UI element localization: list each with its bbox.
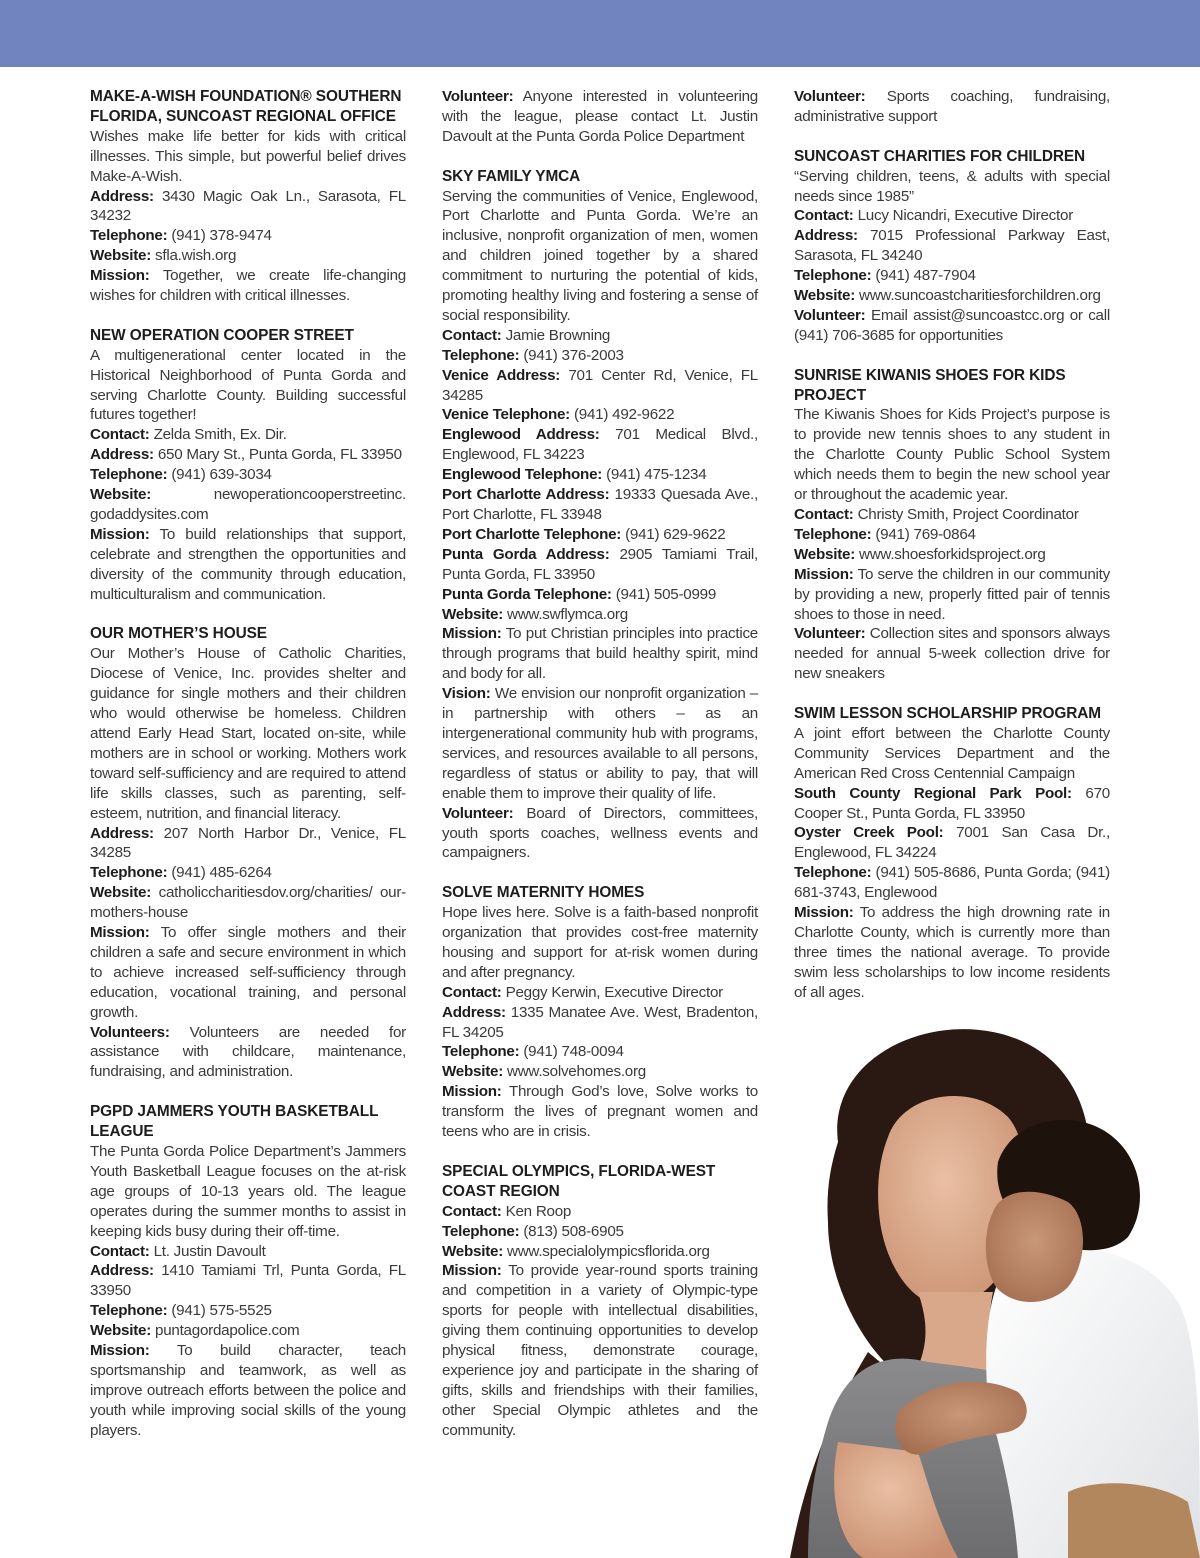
entry-field bbox=[90, 226, 406, 246]
entry-field bbox=[794, 784, 1110, 824]
field-label: Telephone: bbox=[90, 466, 168, 484]
field-value: To serve the children in our community by providing a new, properly fitted pair of tennis shoes to those in need. bbox=[794, 565, 1110, 623]
entry-field bbox=[794, 823, 1110, 863]
field-value: (941) 639-3034 bbox=[171, 466, 272, 484]
entry-field bbox=[794, 266, 1110, 286]
field-label: Volunteer: bbox=[442, 804, 514, 822]
field-value: 3430 Magic Oak Ln., Sarasota, FL 34232 bbox=[90, 187, 406, 225]
header-band bbox=[0, 0, 1200, 67]
entry-title: SWIM LESSON SCHOLARSHIP PROGRAM bbox=[794, 705, 1102, 723]
field-value: (941) 485-6264 bbox=[171, 864, 272, 882]
field-value: (941) 575-5525 bbox=[171, 1302, 272, 1320]
field-label: Mission: bbox=[90, 267, 150, 285]
field-label: Website: bbox=[90, 486, 152, 504]
field-label: Contact: bbox=[794, 207, 854, 225]
column-3 bbox=[794, 87, 1110, 1023]
entry-title: SUNRISE KIWANIS SHOES FOR KIDS PROJECT bbox=[794, 366, 1066, 404]
field-label: Address: bbox=[90, 1262, 154, 1280]
entry-field bbox=[90, 824, 406, 864]
field-label: Contact: bbox=[90, 426, 150, 444]
field-label: Website: bbox=[794, 545, 856, 563]
field-value: 207 North Harbor Dr., Venice, FL 34285 bbox=[90, 824, 406, 862]
field-label: Venice Telephone: bbox=[442, 406, 570, 424]
entry-field bbox=[442, 1003, 758, 1043]
entry-description: Wishes make life better for kids with critical illnesses. This simple, but powerful belief drives Make-A-Wish. bbox=[90, 127, 406, 185]
entry-field bbox=[442, 326, 758, 346]
entry-field bbox=[90, 425, 406, 445]
entry-field bbox=[794, 505, 1110, 525]
entry-title: OUR MOTHER’S HOUSE bbox=[90, 625, 267, 643]
entry-field bbox=[794, 226, 1110, 266]
field-value: To address the high drowning rate in Charlotte County, which is currently more than three times the national average. To provide swim less scholarships to low income residents of all ages. bbox=[794, 904, 1110, 1001]
field-label: Englewood Address: bbox=[442, 426, 600, 444]
field-value: (941) 748-0094 bbox=[523, 1043, 624, 1061]
entry-title: SPECIAL OLYMPICS, FLORIDA-WEST COAST REGION bbox=[442, 1162, 716, 1200]
entry-description: Our Mother’s House of Catholic Charities, Diocese of Venice, Inc. provides shelter and guidance for single mothers and their children who would otherwise be homeless. Children attend Early Head Start, located on-site, while mothers are in school or working. Mothers work toward self-sufficiency and are required to attend life skills classes, such as parenting, self-esteem, nutrition, and financial literacy. bbox=[90, 645, 406, 822]
entry-field bbox=[90, 1261, 406, 1301]
entry-field bbox=[90, 485, 406, 525]
field-value: Board of Directors, committees, youth sports coaches, wellness events and campaigners. bbox=[442, 804, 758, 862]
entry-field bbox=[442, 425, 758, 465]
field-value: Zelda Smith, Ex. Dir. bbox=[153, 426, 287, 444]
field-value: Collection sites and sponsors always needed for annual 5-week collection drive for new sneakers bbox=[794, 625, 1110, 683]
field-label: Mission: bbox=[794, 565, 854, 583]
entry-field bbox=[442, 624, 758, 684]
field-value: To put Christian principles into practice through programs that build healthy spirit, mind and body for all. bbox=[442, 625, 758, 683]
field-label: Contact: bbox=[442, 1202, 502, 1220]
field-value: Lucy Nicandri, Executive Director bbox=[857, 207, 1074, 225]
field-label: Contact: bbox=[442, 326, 502, 344]
field-label: Port Charlotte Telephone: bbox=[442, 525, 622, 543]
entry-field bbox=[90, 266, 406, 306]
entry-field bbox=[90, 863, 406, 883]
field-value: 7001 San Casa Dr., Englewood, FL 34224 bbox=[794, 824, 1110, 862]
entry-field bbox=[794, 565, 1110, 625]
directory-entry bbox=[442, 1162, 758, 1441]
entry-description: “Serving children, teens, & adults with special needs since 1985” bbox=[794, 167, 1110, 205]
field-value: (813) 508-6905 bbox=[523, 1222, 624, 1240]
field-label: Telephone: bbox=[90, 227, 168, 245]
field-value: 2905 Tamiami Trail, Punta Gorda, FL 33950 bbox=[442, 545, 758, 583]
field-value: 701 Medical Blvd., Englewood, FL 34223 bbox=[442, 426, 758, 464]
field-label: Telephone: bbox=[442, 346, 520, 364]
field-value: sfla.wish.org bbox=[155, 247, 237, 265]
field-value: Lt. Justin Davoult bbox=[153, 1242, 266, 1260]
field-label: Telephone: bbox=[90, 864, 168, 882]
field-value: 1410 Tamiami Trl, Punta Gorda, FL 33950 bbox=[90, 1262, 406, 1300]
entry-field bbox=[442, 1242, 758, 1262]
field-value: catholiccharitiesdov.org/charities/ our-mothers-house bbox=[90, 884, 406, 922]
entry-title: SOLVE MATERNITY HOMES bbox=[442, 884, 645, 902]
entry-description: Hope lives here. Solve is a faith-based nonprofit organization that provides cost-free maternity housing and support for at-risk women during and after pregnancy. bbox=[442, 904, 758, 981]
field-label: Oyster Creek Pool: bbox=[794, 824, 944, 842]
entry-field bbox=[794, 863, 1110, 903]
entry-field bbox=[794, 206, 1110, 226]
directory-entry bbox=[794, 366, 1110, 685]
entry-field bbox=[90, 445, 406, 465]
field-label: Website: bbox=[90, 1322, 152, 1340]
field-label: Website: bbox=[442, 605, 504, 623]
field-value: 7015 Professional Parkway East, Sarasota, FL 34240 bbox=[794, 227, 1110, 265]
field-value: To build character, teach sportsmanship and teamwork, as well as improve outreach efforts between the police and youth while improving social skills of the young players. bbox=[90, 1342, 406, 1439]
field-value: www.specialolympicsflorida.org bbox=[507, 1242, 710, 1260]
field-value: (941) 376-2003 bbox=[523, 346, 624, 364]
field-value: Jamie Browning bbox=[505, 326, 611, 344]
field-label: Telephone: bbox=[442, 1222, 520, 1240]
entry-field bbox=[442, 605, 758, 625]
field-label: Punta Gorda Address: bbox=[442, 545, 610, 563]
field-value: To build relationships that support, celebrate and strengthen the opportunities and diversity of the community through education, multiculturalism and communication. bbox=[90, 525, 406, 603]
field-label: Address: bbox=[794, 227, 858, 245]
entry-description: The Kiwanis Shoes for Kids Project’s purpose is to provide new tennis shoes to any student in the Charlotte County Public School System which needs them to begin the new school year or throughout the academic year. bbox=[794, 406, 1110, 504]
entry-field bbox=[442, 485, 758, 525]
field-label: Telephone: bbox=[442, 1043, 520, 1061]
directory-entry bbox=[90, 326, 406, 605]
field-value: (941) 378-9474 bbox=[171, 227, 272, 245]
field-label: Volunteer: bbox=[794, 625, 866, 643]
entry-field bbox=[90, 465, 406, 485]
field-value: 670 Cooper St., Punta Gorda, FL 33950 bbox=[794, 784, 1110, 822]
directory-entry bbox=[90, 1102, 406, 1440]
field-label: Port Charlotte Address: bbox=[442, 486, 610, 504]
field-value: Peggy Kerwin, Executive Director bbox=[505, 983, 723, 1001]
entry-field bbox=[442, 525, 758, 545]
entry-field bbox=[90, 187, 406, 227]
directory-entry bbox=[442, 87, 758, 147]
entry-field bbox=[442, 1261, 758, 1440]
field-value: (941) 769-0864 bbox=[875, 525, 976, 543]
directory-entry bbox=[442, 883, 758, 1142]
field-label: Punta Gorda Telephone: bbox=[442, 585, 612, 603]
field-value: Through God’s love, Solve works to transform the lives of pregnant women and teens who are in crisis. bbox=[442, 1083, 758, 1141]
entry-field bbox=[442, 1202, 758, 1222]
entry-field bbox=[442, 1082, 758, 1142]
entry-field bbox=[442, 346, 758, 366]
entry-title: MAKE-A-WISH FOUNDATION® SOUTHERN FLORIDA, SUNCOAST REGIONAL OFFICE bbox=[90, 88, 402, 125]
entry-field bbox=[442, 585, 758, 605]
field-label: Telephone: bbox=[794, 267, 872, 285]
mother-and-child-photo bbox=[768, 1022, 1200, 1558]
entry-field bbox=[442, 1042, 758, 1062]
field-label: Volunteer: bbox=[794, 88, 866, 105]
field-value: newoperationcooperstreetinc. godaddysites.com bbox=[90, 486, 406, 524]
field-value: Anyone interested in volunteering with the league, please contact Lt. Justin Davoult at the Punta Gorda Police Department bbox=[442, 88, 758, 145]
column-1 bbox=[90, 87, 406, 1460]
field-value: Ken Roop bbox=[505, 1202, 572, 1220]
entry-field bbox=[442, 684, 758, 803]
field-label: Mission: bbox=[90, 924, 150, 942]
field-label: Website: bbox=[794, 287, 856, 305]
field-value: Sports coaching, fundraising, administrative support bbox=[794, 88, 1110, 125]
field-value: (941) 505-8686, Punta Gorda; (941) 681-3743, Englewood bbox=[794, 864, 1110, 902]
field-label: Volunteer: bbox=[442, 88, 514, 105]
directory-entry bbox=[794, 704, 1110, 1003]
field-label: Telephone: bbox=[794, 525, 872, 543]
entry-field bbox=[442, 983, 758, 1003]
field-value: We envision our nonprofit organization – in partnership with others – as an intergenerational community hub with programs, services, and resources available to all persons, regardless of status or ability to pay, that will enable them to improve their quality of life. bbox=[442, 685, 758, 802]
field-label: Mission: bbox=[442, 625, 502, 643]
field-label: Mission: bbox=[90, 1342, 150, 1360]
field-value: To offer single mothers and their children a safe and secure environment in which to achieve increased self-sufficiency through education, vocational training, and personal growth. bbox=[90, 924, 406, 1021]
entry-field bbox=[794, 545, 1110, 565]
field-label: Website: bbox=[90, 884, 152, 902]
field-value: www.suncoastcharitiesforchildren.org bbox=[859, 287, 1101, 305]
field-label: Englewood Telephone: bbox=[442, 466, 603, 484]
field-value: (941) 505-0999 bbox=[615, 585, 717, 603]
entry-title: NEW OPERATION COOPER STREET bbox=[90, 326, 354, 344]
entry-field bbox=[90, 246, 406, 266]
entry-field bbox=[90, 1321, 406, 1341]
entry-field bbox=[794, 624, 1110, 684]
field-value: To provide year-round sports training and competition in a variety of Olympic-type sports for people with intellectual disabilities, giving them continuing opportunities to develop physical fitness, demonstrate courage, experience joy and participate in the sharing of gifts, skills and friendships with their families, other Special Olympic athletes and the community. bbox=[442, 1262, 758, 1439]
entry-field bbox=[90, 923, 406, 1023]
directory-entry bbox=[90, 624, 406, 1082]
field-label: Venice Address: bbox=[442, 366, 561, 384]
field-value: www.swflymca.org bbox=[507, 605, 628, 623]
field-label: South County Regional Park Pool: bbox=[794, 784, 1072, 802]
field-label: Contact: bbox=[794, 506, 854, 523]
entry-field bbox=[442, 87, 758, 147]
field-label: Telephone: bbox=[90, 1302, 168, 1320]
field-label: Address: bbox=[90, 446, 154, 464]
entry-field bbox=[90, 1023, 406, 1083]
entry-field bbox=[90, 525, 406, 605]
field-value: (941) 629-9622 bbox=[625, 525, 726, 543]
field-label: Mission: bbox=[442, 1262, 502, 1280]
field-label: Address: bbox=[442, 1003, 506, 1021]
field-label: Website: bbox=[90, 247, 152, 265]
field-label: Website: bbox=[442, 1242, 504, 1260]
entry-field bbox=[90, 883, 406, 923]
entry-field bbox=[794, 306, 1110, 346]
field-label: Address: bbox=[90, 824, 154, 842]
field-value: 650 Mary St., Punta Gorda, FL 33950 bbox=[157, 446, 402, 464]
entry-description: Serving the communities of Venice, Englewood, Port Charlotte and Punta Gorda. We’re an inclusive, nonprofit organization of men, women and children joined together by a shared commitment to nurturing the potential of kids, promoting healthy living and fostering a sense of social responsibility. bbox=[442, 187, 758, 324]
field-label: Mission: bbox=[794, 904, 854, 922]
entry-field bbox=[442, 405, 758, 425]
field-label: Volunteer: bbox=[794, 306, 866, 324]
column-2 bbox=[442, 87, 758, 1460]
field-value: 701 Center Rd, Venice, FL 34285 bbox=[442, 366, 758, 404]
directory-entry bbox=[794, 87, 1110, 127]
field-label: Mission: bbox=[442, 1083, 502, 1101]
entry-field bbox=[442, 804, 758, 864]
field-value: 1335 Manatee Ave. West, Bradenton, FL 34205 bbox=[442, 1003, 758, 1041]
field-value: (941) 475-1234 bbox=[606, 466, 707, 484]
entry-field bbox=[794, 286, 1110, 306]
field-value: Email assist@suncoastcc.org or call (941) 706-3685 for opportunities bbox=[794, 306, 1110, 344]
entry-field bbox=[442, 366, 758, 406]
field-label: Contact: bbox=[442, 983, 502, 1001]
field-value: Together, we create life-changing wishes for children with critical illnesses. bbox=[90, 267, 406, 305]
entry-field bbox=[794, 87, 1110, 127]
entry-field bbox=[442, 465, 758, 485]
field-label: Volunteers: bbox=[90, 1023, 170, 1041]
entry-field bbox=[442, 545, 758, 585]
entry-field bbox=[442, 1222, 758, 1242]
field-label: Mission: bbox=[90, 525, 150, 543]
field-label: Contact: bbox=[90, 1242, 150, 1260]
field-label: Website: bbox=[442, 1063, 504, 1081]
field-label: Address: bbox=[90, 187, 154, 205]
field-value: puntagordapolice.com bbox=[155, 1322, 300, 1340]
entry-field bbox=[442, 1062, 758, 1082]
directory-entry bbox=[794, 147, 1110, 346]
field-value: (941) 492-9622 bbox=[573, 406, 675, 424]
field-label: Vision: bbox=[442, 685, 491, 703]
field-label: Telephone: bbox=[794, 864, 872, 882]
entry-field bbox=[794, 903, 1110, 1003]
field-value: (941) 487-7904 bbox=[875, 267, 976, 285]
entry-description: The Punta Gorda Police Department’s Jammers Youth Basketball League focuses on the at-risk age groups of 10-13 years old. The league operates during the summer months to assist in keeping kids busy during their off-time. bbox=[90, 1142, 406, 1240]
entry-field bbox=[90, 1341, 406, 1441]
field-value: www.solvehomes.org bbox=[507, 1063, 646, 1081]
entry-description: A multigenerational center located in the Historical Neighborhood of Punta Gorda and serving Charlotte County. Building successful futures together! bbox=[90, 346, 406, 424]
entry-title: SUNCOAST CHARITIES FOR CHILDREN bbox=[794, 147, 1086, 165]
entry-field bbox=[90, 1242, 406, 1262]
entry-description: A joint effort between the Charlotte County Community Services Department and the American Red Cross Centennial Campaign bbox=[794, 724, 1110, 782]
entry-title: SKY FAMILY YMCA bbox=[442, 167, 581, 185]
field-value: 19333 Quesada Ave., Port Charlotte, FL 33948 bbox=[442, 486, 758, 524]
entry-title: PGPD JAMMERS YOUTH BASKETBALL LEAGUE bbox=[90, 1103, 379, 1141]
field-value: www.shoesforkidsproject.org bbox=[859, 545, 1046, 563]
directory-entry bbox=[90, 87, 406, 306]
directory-entry bbox=[442, 167, 758, 864]
entry-field bbox=[90, 1301, 406, 1321]
field-value: Volunteers are needed for assistance with childcare, maintenance, fundraising, and administration. bbox=[90, 1023, 406, 1081]
entry-field bbox=[794, 525, 1110, 545]
field-value: Christy Smith, Project Coordinator bbox=[857, 506, 1079, 523]
